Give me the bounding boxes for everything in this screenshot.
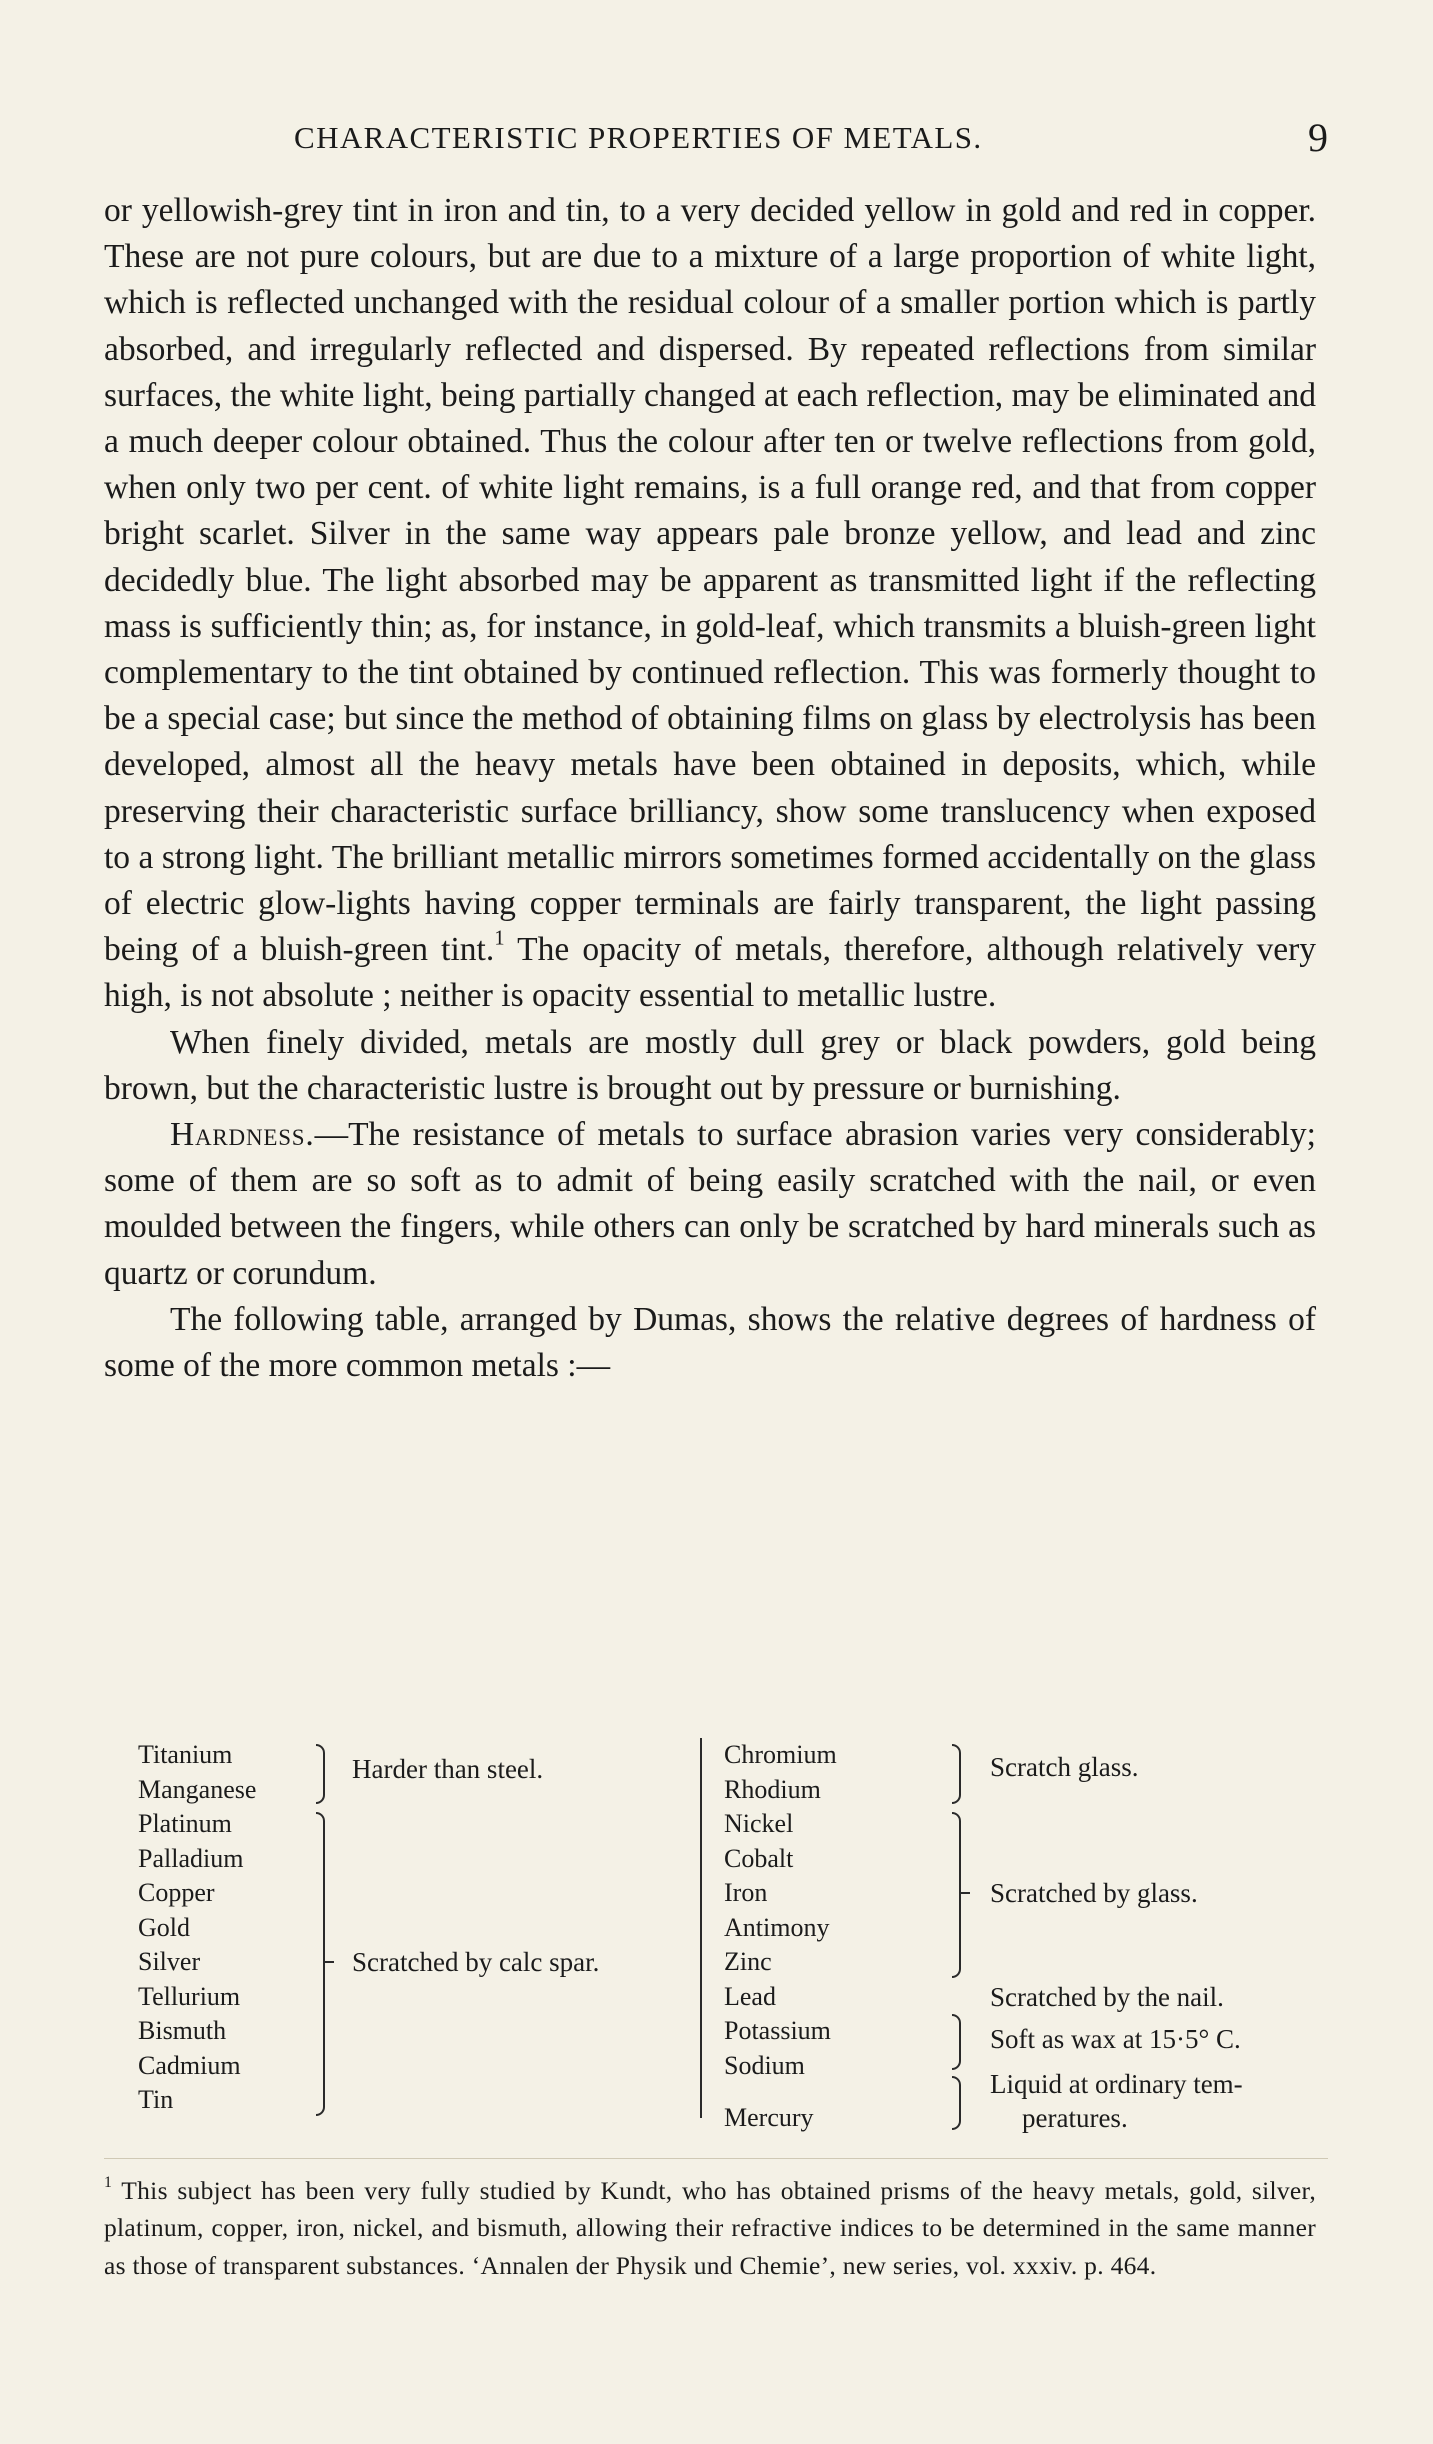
paragraph-table-intro: The following table, arranged by Dumas, shows the relative degrees of hardness of some of the more common metals :— xyxy=(104,1300,1316,1385)
paragraph-finely-divided: When finely divided, metals are mostly dull grey or black powders, gold being brown, but the characteristic lustre is brought out by pressure or burnishing. xyxy=(104,1023,1316,1107)
metal-name: Potassium xyxy=(724,2016,831,2045)
metal-name: Iron xyxy=(724,1878,768,1907)
brace-harder-than-steel xyxy=(316,1744,325,1804)
metal-name: Zinc xyxy=(724,1947,772,1976)
metal-list-left xyxy=(138,1738,256,2118)
metal-name: Chromium xyxy=(724,1740,837,1769)
running-head xyxy=(104,108,1328,168)
brace-point xyxy=(961,1892,970,1894)
paragraph-text: or yellowish-grey tint in iron and tin, to a very decided yellow in gold and red in copper. These are not pure colours, but are due to a mixture of a large proportion of white light, which is reflected unchanged with the residual colour of a smaller portion which is partly absorbed, and irregularly reflected and dispersed. By repeated reflections from similar surfaces, the white light, being partially changed at each reflection, may be eliminated and a much deeper colour obtained. Thus the colour after ten or twelve reflections from gold, when only two per cent. of white light remains, is a full orange red, and that from copper bright scarlet. Silver in the same way appears pale bronze yellow, and lead and zinc decidedly blue. The light absorbed may be apparent as transmitted light if the reflecting mass is sufficiently thin; as, for instance, in gold-leaf, which transmits a bluish-green light complementary to the tint obtained by continued reflection. This was formerly thought to be a special case; but since the method of obtaining films on glass by electrolysis has been developed, almost all the heavy metals have been obtained in deposits, which, while preserving their characteristic surface brilliancy, show some translucency when exposed to a strong light. The brilliant metallic mirrors sometimes formed accidentally on the glass of electric glow-lights having copper terminals are fairly transparent, the light passing being of a bluish-green tint. xyxy=(104,192,1316,969)
brace-scratched-by-calc-spar xyxy=(316,1812,325,2116)
group-label-scratched-by-glass: Scratched by glass. xyxy=(990,1878,1198,1908)
group-label-liquid-line2: peratures. xyxy=(1022,2103,1128,2133)
metal-name: Gold xyxy=(138,1912,190,1942)
metal-name: Bismuth xyxy=(138,2016,227,2045)
brace-scratch-glass xyxy=(952,1744,961,1804)
metal-name: Mercury xyxy=(724,2103,814,2132)
metal-name: Palladium xyxy=(138,1843,244,1873)
footnote-reference[interactable]: 1 xyxy=(494,926,505,950)
metal-name: Titanium xyxy=(138,1740,233,1769)
section-heading-hardness: Hardness. xyxy=(170,1116,315,1154)
group-label-harder-than-steel: Harder than steel. xyxy=(352,1754,544,1784)
paragraph-colour-of-metals xyxy=(104,188,1316,1020)
running-title: CHARACTERISTIC PROPERTIES OF METALS. xyxy=(294,120,983,155)
paragraph-text: The opacity of metals, therefore, although relatively very high, is not absolute ; neither is opacity essential to metallic lustre. xyxy=(104,931,1316,1015)
metal-name: Cobalt xyxy=(724,1843,794,1873)
group-label-scratch-glass: Scratch glass. xyxy=(990,1752,1139,1782)
brace-point xyxy=(325,1961,334,1963)
metal-name: Platinum xyxy=(138,1809,232,1838)
metal-name: Rhodium xyxy=(724,1774,821,1804)
metal-name: Copper xyxy=(138,1878,215,1907)
group-label-scratched-by-calc-spar: Scratched by calc spar. xyxy=(352,1947,600,1977)
body-text xyxy=(104,188,1316,1389)
brace-scratched-by-glass xyxy=(952,1812,961,1978)
metal-name: Silver xyxy=(138,1947,201,1976)
footnote-text: This subject has been very fully studied by Kundt, who has obtained prisms of the heavy metals, gold, silver, platinum, copper, iron, nickel, and bismuth, allowing their refractive indices to be determined in the same manner as those of transparent substances. ‘Annalen der Physik und Chemie’, new series, vol. xxxiv. p. 464. xyxy=(104,2176,1316,2280)
column-divider xyxy=(700,1738,702,2118)
metal-name: Cadmium xyxy=(138,2050,241,2080)
metal-list-right xyxy=(724,1738,837,2136)
metal-name: Nickel xyxy=(724,1809,794,1838)
footnote-divider xyxy=(104,2158,1328,2159)
page-number: 9 xyxy=(1308,115,1328,160)
metal-name: Tellurium xyxy=(138,1981,241,2011)
paragraph-hardness xyxy=(104,1112,1316,1297)
brace-liquid xyxy=(952,2076,961,2130)
metal-name: Lead xyxy=(724,1981,776,2011)
brace-soft-as-wax xyxy=(952,2014,961,2070)
metal-name: Manganese xyxy=(138,1774,257,1804)
group-label-soft-as-wax: Soft as wax at 15·5° C. xyxy=(990,2024,1241,2054)
group-label-scratched-by-nail: Scratched by the nail. xyxy=(990,1982,1224,2012)
footnote xyxy=(104,2172,1316,2284)
hardness-table xyxy=(104,1734,1328,2134)
metal-name: Tin xyxy=(138,2085,174,2114)
paragraph-text: —The resistance of metals to surface abrasion varies very considerably; some of them are so soft as to admit of being easily scratched with the nail, or even moulded between the fingers, while others can only be scratched by hard minerals such as quartz or corundum. xyxy=(104,1116,1316,1292)
metal-name: Antimony xyxy=(724,1912,830,1942)
group-label-liquid-line1: Liquid at ordinary tem- xyxy=(990,2069,1243,2099)
footnote-mark: 1 xyxy=(104,2174,113,2192)
metal-name: Sodium xyxy=(724,2050,805,2080)
